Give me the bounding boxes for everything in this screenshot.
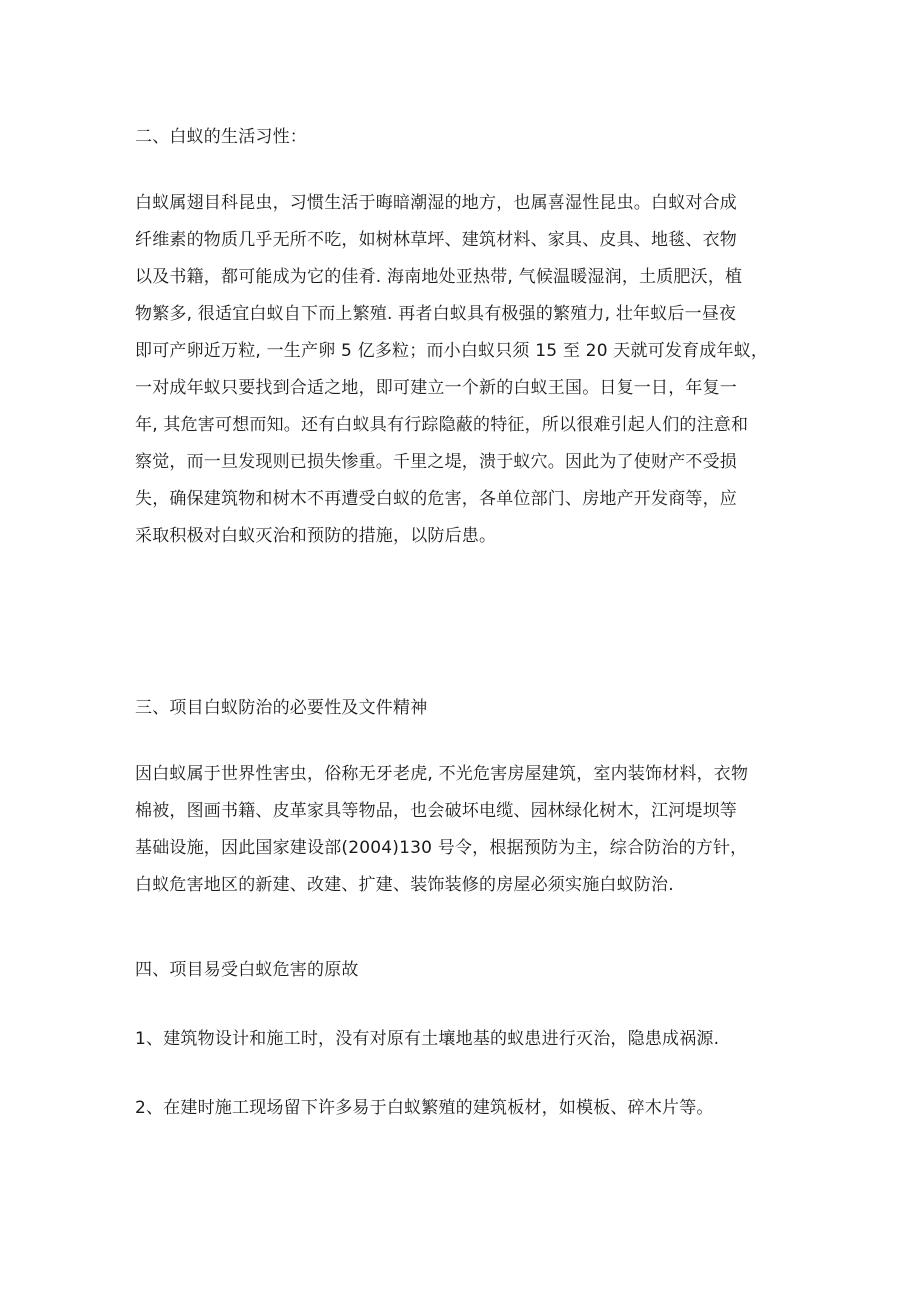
heading-text: 二、白蚁的生活习性：	[135, 127, 307, 147]
section-2-heading	[135, 122, 800, 152]
paragraph-line: 白蚁属翅目科昆虫，习惯生活于晦暗潮湿的地方，也属喜湿性昆虫。白蚁对合成	[135, 193, 737, 213]
heading-text: 四、项目易受白蚁危害的原故	[135, 960, 359, 980]
paragraph-line: 棉被，图画书籍、皮革家具等物品，也会破坏电缆、园林绿化树木，江河堤坝等	[135, 801, 737, 821]
list-item-text: 2、在建时施工现场留下许多易于白蚁繁殖的建筑板材，如模板、碎木片等。	[135, 1098, 714, 1118]
paragraph-line: 年, 其危害可想而知。还有白蚁具有行踪隐蔽的特征，所以很难引起人们的注意和	[135, 415, 749, 435]
list-item-text: 1、建筑物设计和施工时，没有对原有土壤地基的蚁患进行灭治，隐患成祸源.	[135, 1029, 720, 1049]
section-3-heading	[135, 693, 800, 723]
paragraph-line: 基础设施，因此国家建设部(2004)130 号令，根据预防为主，综合防治的方针，	[135, 838, 748, 858]
paragraph-line: 因白蚁属于世界性害虫，俗称无牙老虎, 不光危害房屋建筑，室内装饰材料，衣物	[135, 764, 749, 784]
paragraph-line: 物繁多, 很适宜白蚁自下而上繁殖. 再者白蚁具有极强的繁殖力, 壮年蚁后一昼夜	[135, 304, 737, 324]
list-item	[135, 1090, 800, 1127]
paragraph-line: 一对成年蚁只要找到合适之地，即可建立一个新的白蚁王国。日复一日，年复一	[135, 378, 737, 398]
paragraph-line: 失，确保建筑物和树木不再遭受白蚁的危害，各单位部门、房地产开发商等，应	[135, 489, 737, 509]
paragraph-line: 察觉，而一旦发现则已损失惨重。千里之堤，溃于蚁穴。因此为了使财产不受损	[135, 452, 737, 472]
paragraph-line: 白蚁危害地区的新建、改建、扩建、装饰装修的房屋必须实施白蚁防治.	[135, 875, 674, 895]
paragraph-line: 采取积极对白蚁灭治和预防的措施，以防后患。	[135, 526, 497, 546]
paragraph-line: 纤维素的物质几乎无所不吃，如树林草坪、建筑材料、家具、皮具、地毯、衣物	[135, 230, 737, 250]
list-item	[135, 1021, 800, 1058]
paragraph-line: 以及书籍，都可能成为它的佳肴. 海南地处亚热带, 气候温暖湿润，土质肥沃，植	[135, 267, 743, 287]
paragraph-line: 即可产卵近万粒, 一生产卵 5 亿多粒；而小白蚁只须 15 至 20 天就可发育成年蚁，	[135, 341, 769, 361]
heading-text: 三、项目白蚁防治的必要性及文件精神	[135, 698, 428, 718]
section-2-paragraph	[135, 185, 800, 555]
section-3-paragraph	[135, 756, 800, 904]
section-4-heading	[135, 955, 800, 985]
